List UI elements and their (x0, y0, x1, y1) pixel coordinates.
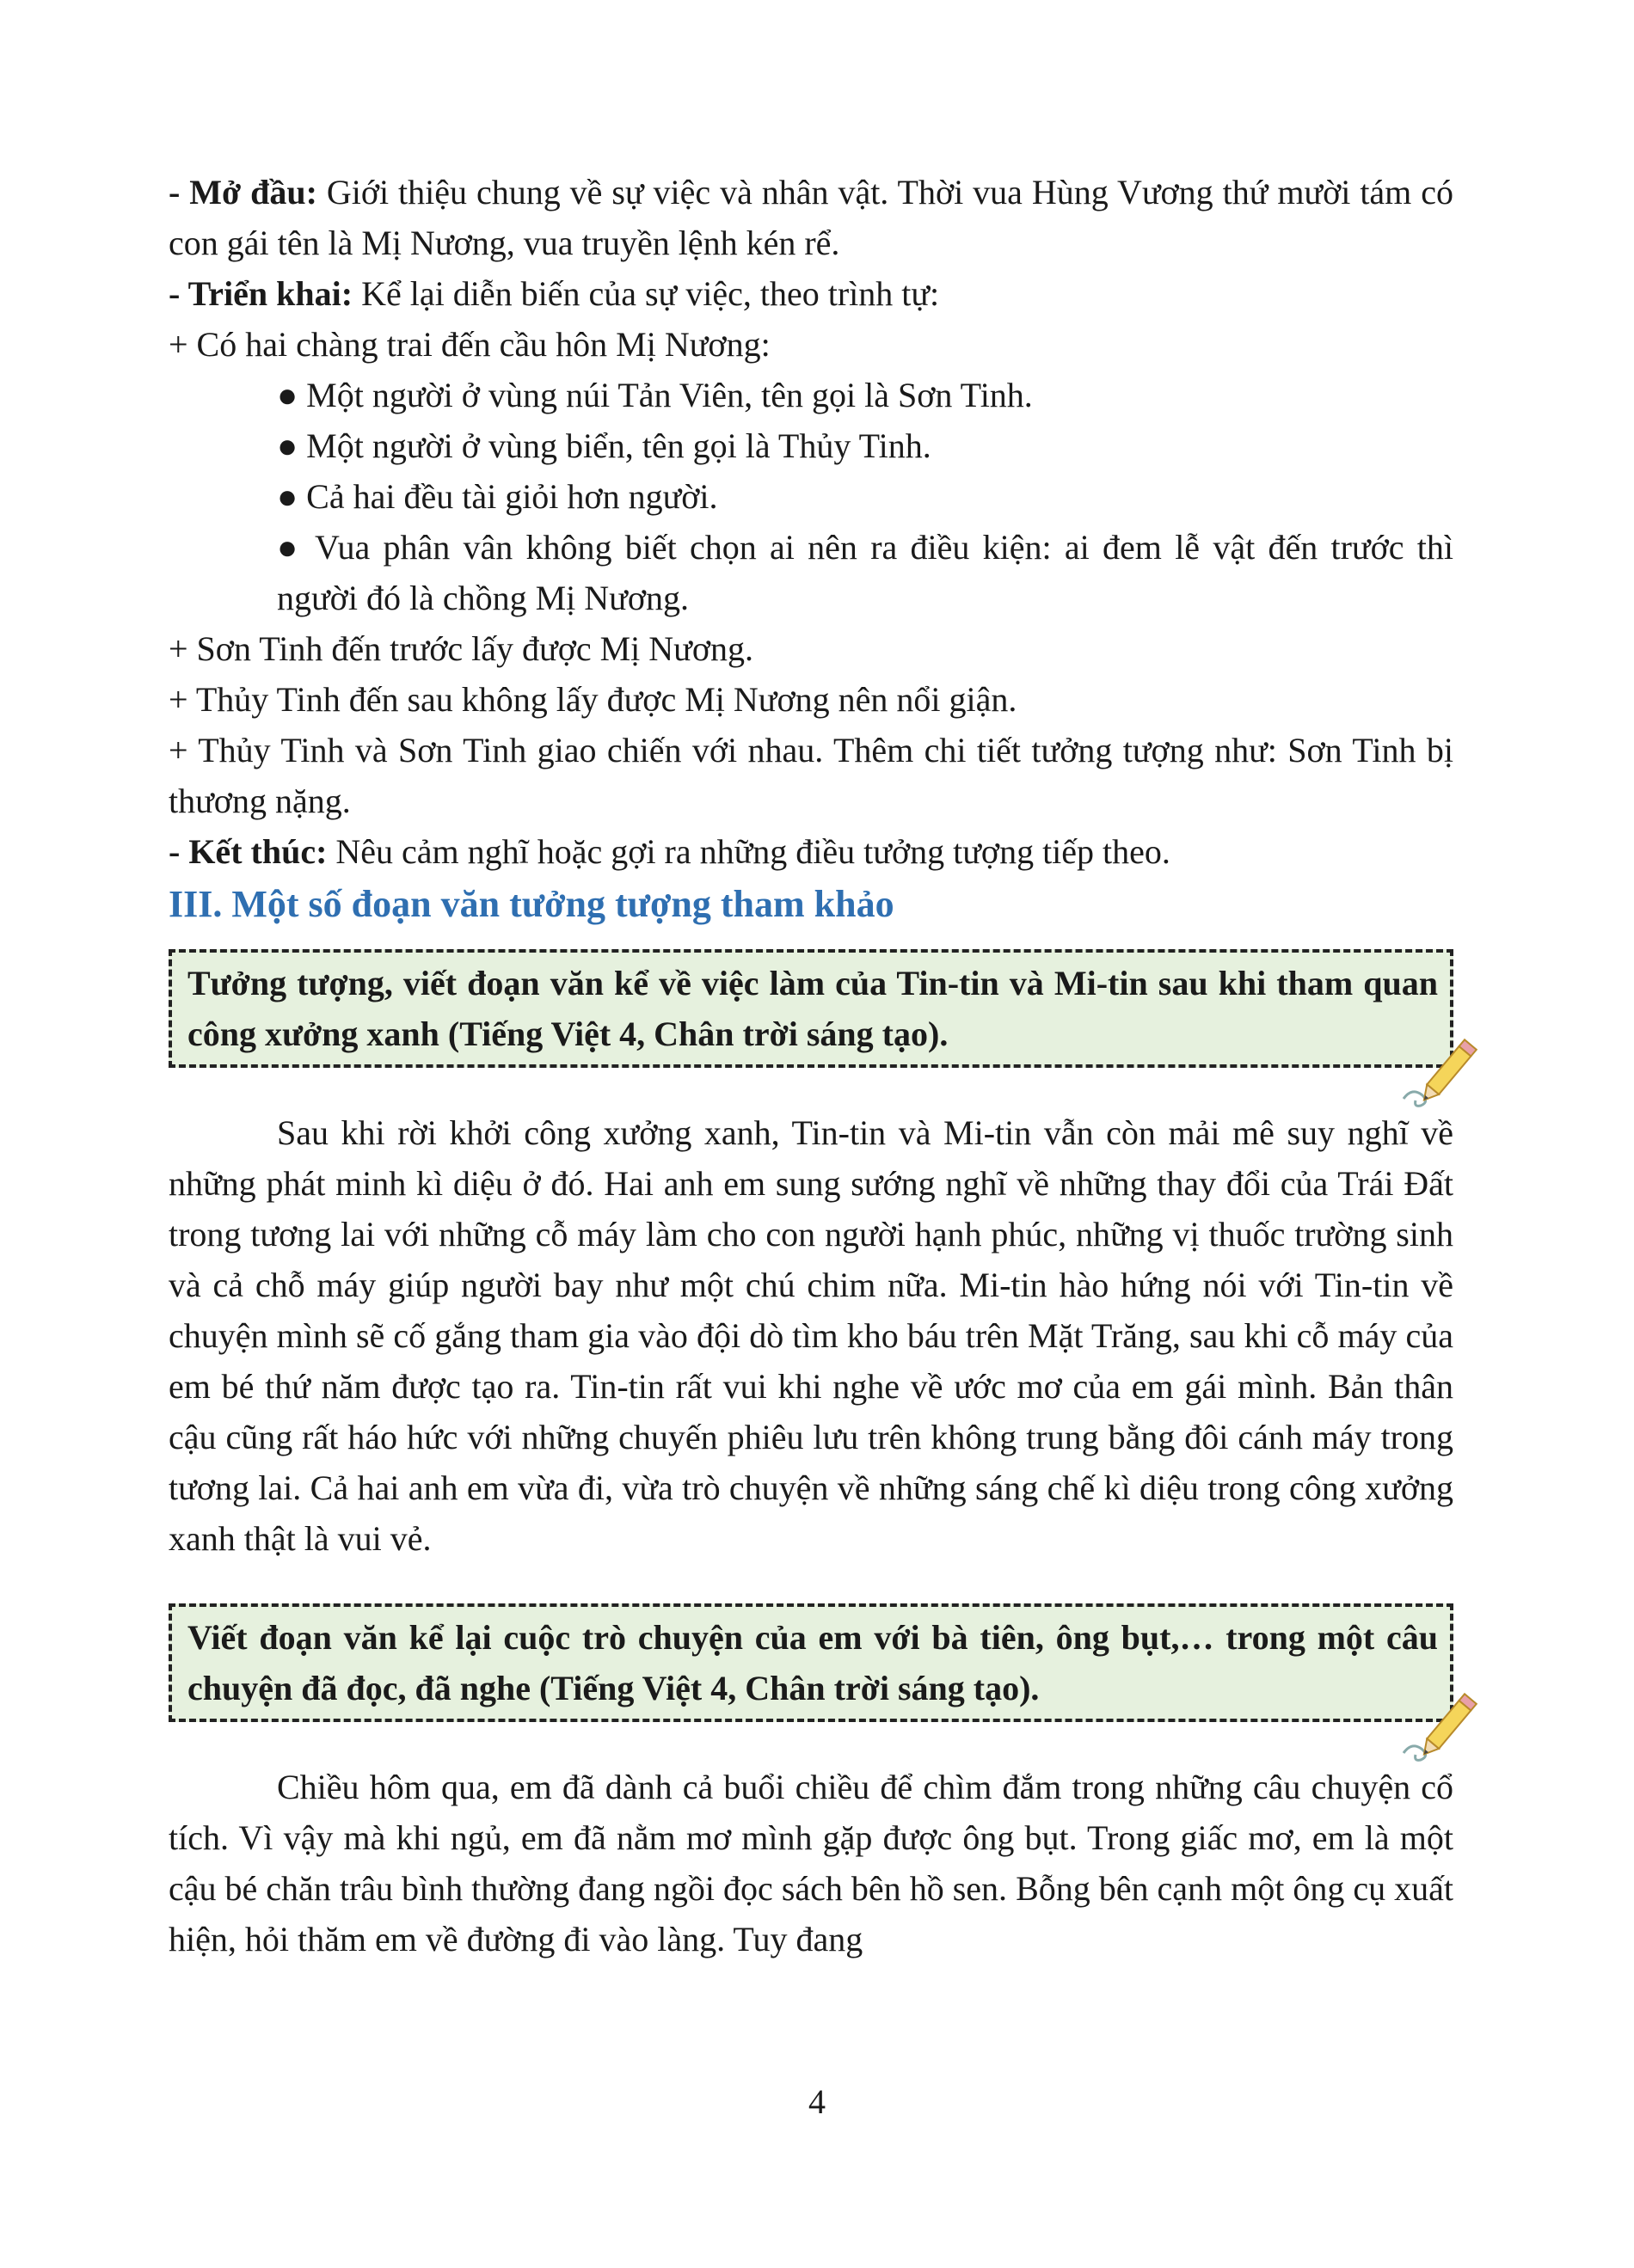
task-box (169, 1603, 1453, 1722)
outline-bullet: ● Một người ở vùng biển, tên gọi là Thủy Tinh. (277, 426, 931, 465)
pencil-icon (1397, 1020, 1491, 1114)
outline-bullet: ● Cả hai đều tài giỏi hơn người. (277, 477, 718, 516)
outline-body-text: Kể lại diễn biến của sự việc, theo trình tự: (353, 274, 940, 313)
outline-bullet: ● Một người ở vùng núi Tản Viên, tên gọi là Sơn Tinh. (277, 376, 1033, 414)
outline-line: + Thủy Tinh đến sau không lấy được Mị Nương nên nổi giận. (169, 680, 1017, 719)
outline-intro (169, 167, 1453, 268)
outline-intro-text: Giới thiệu chung về sự việc và nhân vật. Thời vua Hùng Vương thứ mười tám có con gái tên là Mị Nương, vua truyền lệnh kén rể. (169, 173, 1453, 262)
pencil-icon (1397, 1674, 1491, 1768)
task-prompt: Tưởng tượng, viết đoạn văn kể về việc làm của Tin-tin và Mi-tin sau khi tham quan công xưởng xanh (Tiếng Việt 4, Chân trời sáng tạo). (169, 949, 1453, 1068)
outline-ending (169, 826, 1453, 877)
outline-line: + Sơn Tinh đến trước lấy được Mị Nương. (169, 629, 753, 668)
outline-body (169, 268, 1453, 319)
section-title: III. Một số đoạn văn tưởng tượng tham khảo (169, 883, 894, 925)
page-number: 4 (808, 2082, 826, 2121)
outline-intro-label: - Mở đầu: (169, 173, 317, 211)
sample-paragraph: Sau khi rời khởi công xưởng xanh, Tin-tin và Mi-tin vẫn còn mải mê suy nghĩ về những phát minh kì diệu ở đó. Hai anh em sung sướng nghĩ về những thay đổi của Trái Đất trong tương lai với những cỗ máy làm cho con người hạnh phúc, những vị thuốc trường sinh và cả chỗ máy giúp người bay như một chú chim nữa. Mi-tin hào hứng nói với Tin-tin về chuyện mình sẽ cố gắng tham gia vào đội dò tìm kho báu trên Mặt Trăng, sau khi cỗ máy của em bé thứ năm được tạo ra. Tin-tin rất vui khi nghe về ước mơ của em gái mình. Bản thân cậu cũng rất háo hức với những chuyến phiêu lưu trên không trung bằng đôi cánh máy trong tương lai. Cả hai anh em vừa đi, vừa trò chuyện về những sáng chế kì diệu trong công xưởng xanh thật là vui vẻ. (169, 1113, 1453, 1558)
outline-line: + Có hai chàng trai đến cầu hôn Mị Nương: (169, 325, 771, 364)
outline-line: + Thủy Tinh và Sơn Tinh giao chiến với nhau. Thêm chi tiết tưởng tượng như: Sơn Tinh bị thương nặng. (169, 731, 1453, 820)
outline-ending-text: Nêu cảm nghĩ hoặc gợi ra những điều tưởng tượng tiếp theo. (327, 832, 1170, 871)
sample-paragraph: Chiều hôm qua, em đã dành cả buổi chiều để chìm đắm trong những câu chuyện cổ tích. Vì vậy mà khi ngủ, em đã nằm mơ mình gặp được ông bụt. Trong giấc mơ, em là một cậu bé chăn trâu bình thường đang ngồi đọc sách bên hồ sen. Bỗng bên cạnh một ông cụ xuất hiện, hỏi thăm em về đường đi vào làng. Tuy đang (169, 1768, 1453, 1958)
outline-bullet: ● Vua phân vân không biết chọn ai nên ra điều kiện: ai đem lễ vật đến trước thì người đó là chồng Mị Nương. (277, 528, 1453, 617)
outline-body-label: - Triển khai: (169, 274, 353, 313)
page-content (169, 167, 1453, 1965)
task-prompt: Viết đoạn văn kể lại cuộc trò chuyện của em với bà tiên, ông bụt,… trong một câu chuyện đã đọc, đã nghe (Tiếng Việt 4, Chân trời sáng tạo). (169, 1603, 1453, 1722)
task-box (169, 949, 1453, 1068)
outline-ending-label: - Kết thúc: (169, 832, 328, 871)
